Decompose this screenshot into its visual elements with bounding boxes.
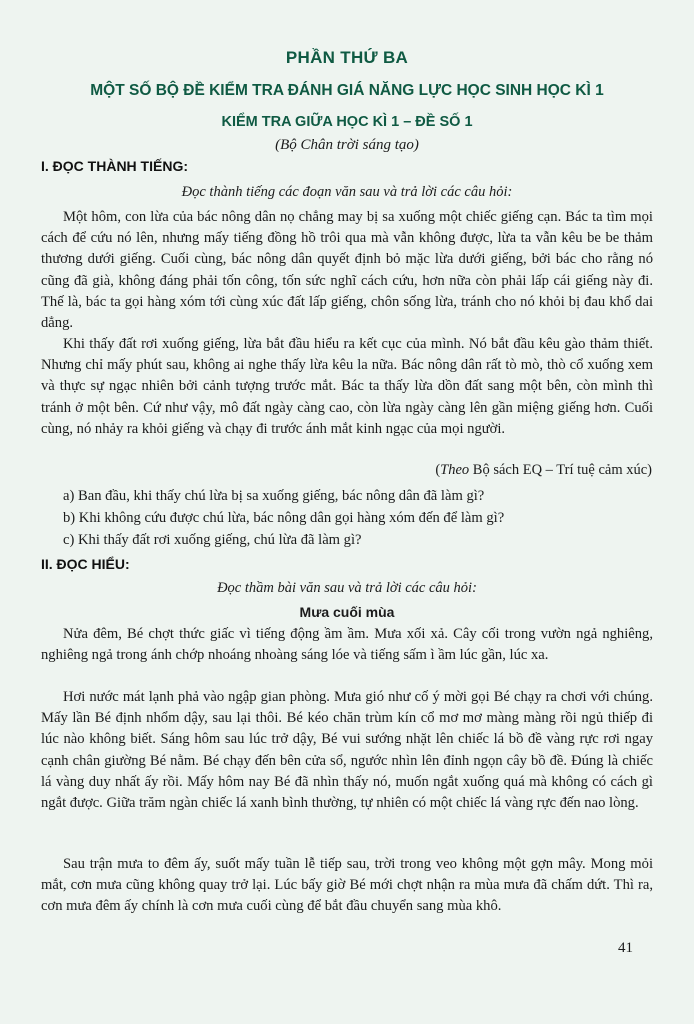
source-prefix: Theo: [440, 462, 470, 478]
story-paragraph-2: Hơi nước mát lạnh phả vào ngập gian phòng. Mưa gió như cố ý mời gọi Bé chạy ra chơi với chúng. Mấy lần Bé định nhổm dậy, sau lại thôi. Bé kéo chăn trùm kín cổ mơ mơ màng màng rồi ngủ thiếp đi lúc nào không biết. Sáng hôm sau lúc trở dậy, Bé vui sướng nhặt lên chiếc lá bồ đề vàng rực rơi ngay cạnh chân giường Bé nằm. Bé chạy đến bên cửa sổ, ngước nhìn lên đỉnh ngọn cây bồ đề. Đúng là chiếc lá vàng duy nhất ấy rồi. Mấy hôm nay Bé đã nhìn thấy nó, muốn ngắt xuống quá mà không có cách gì ngắt được. Giữa trăm ngàn chiếc lá xanh bình thường, tự nhiên có một chiếc lá vàng rực đến nao lòng.: [41, 689, 653, 812]
section1-paragraph-1: Một hôm, con lừa của bác nông dân nọ chẳng may bị sa xuống một chiếc giếng cạn. Bác ta tìm mọi cách để cứu nó lên, nhưng mấy tiếng đồng hồ trôi qua mà vẫn không được, lừa ta vẫn kêu be be thảm thương dưới giếng. Cuối cùng, bác nông dân quyết định bỏ mặc lừa dưới giếng, bởi bác cho rằng nó cũng đã già, không đáng phải tốn công, tốn sức nghĩ cách cứu, hơn nữa còn phải lấp cái giếng này đi. Thế là, bác ta gọi hàng xóm tới cùng xúc đất lấp giếng, chôn sống lừa, tránh cho nó khỏi bị đau khổ dai dẳng.: [41, 209, 653, 332]
source-open: (: [435, 462, 441, 478]
question-c: c) Khi thấy đất rơi xuống giếng, chú lừa đã làm gì?: [63, 532, 362, 548]
story-paragraph-3: Sau trận mưa to đêm ấy, suốt mấy tuần lễ tiếp sau, trời trong veo không một gợn mây. Mong mỏi mắt, cơn mưa cũng không quay trở lại. Lúc bấy giờ Bé mới chợt nhận ra mùa mưa đã chấm dứt. Thì ra, cơn mưa đêm ấy chính là cơn mưa cuối cùng để bắt đầu chuyển sang mùa khô.: [41, 856, 653, 915]
section1-instruction: Đọc thành tiếng các đoạn văn sau và trả lời các câu hỏi:: [181, 184, 513, 200]
story-title: Mưa cuối mùa: [299, 604, 395, 620]
section-heading-reading-comprehension: II. ĐỌC HIỂU:: [41, 556, 130, 572]
story-paragraph-1: Nửa đêm, Bé chợt thức giấc vì tiếng động ầm ầm. Mưa xối xả. Cây cối trong vườn ngả nghiêng, nghiêng ngả trong ánh chớp nhoáng nhoàng sáng lóe và tiếng sấm ì ầm lúc gần, lúc xa.: [41, 626, 653, 664]
test-title: KIỂM TRA GIỮA HỌC KÌ 1 – ĐỀ SỐ 1: [221, 114, 473, 130]
section-heading-reading-aloud: I. ĐỌC THÀNH TIẾNG:: [41, 158, 188, 174]
section2-instruction: Đọc thầm bài văn sau và trả lời các câu hỏi:: [217, 580, 477, 596]
source-rest: Bộ sách EQ – Trí tuệ cảm xúc): [469, 462, 652, 478]
section1-paragraph-2: Khi thấy đất rơi xuống giếng, lừa bắt đầu hiểu ra kết cục của mình. Nó bắt đầu kêu gào thảm thiết. Nhưng chỉ mấy phút sau, không ai nghe thấy lừa kêu la nữa. Bác nông dân rất tò mò, thò cổ xuống xem và thực sự ngạc nhiên bởi cảnh tượng trước mắt. Bác ta thấy lừa dồn đất sang một bên, còn mình thì tránh ở một bên. Cứ như vậy, mô đất ngày càng cao, còn lừa ngày càng lên gần miệng giếng hơn. Cuối cùng, nó nhảy ra khỏi giếng và chạy đi trước ánh mắt kinh ngạc của mọi người.: [41, 336, 653, 437]
main-title: MỘT SỐ BỘ ĐỀ KIỂM TRA ĐÁNH GIÁ NĂNG LỰC HỌC SINH HỌC KÌ 1: [90, 82, 604, 99]
part-title: PHẦN THỨ BA: [285, 48, 409, 67]
page-number: 41: [618, 940, 633, 956]
question-a: a) Ban đầu, khi thấy chú lừa bị sa xuống giếng, bác nông dân đã làm gì?: [63, 488, 485, 504]
source-citation: [0, 462, 652, 479]
subtitle: (Bộ Chân trời sáng tạo): [275, 137, 419, 153]
question-b: b) Khi không cứu được chú lừa, bác nông dân gọi hàng xóm đến để làm gì?: [63, 510, 505, 526]
